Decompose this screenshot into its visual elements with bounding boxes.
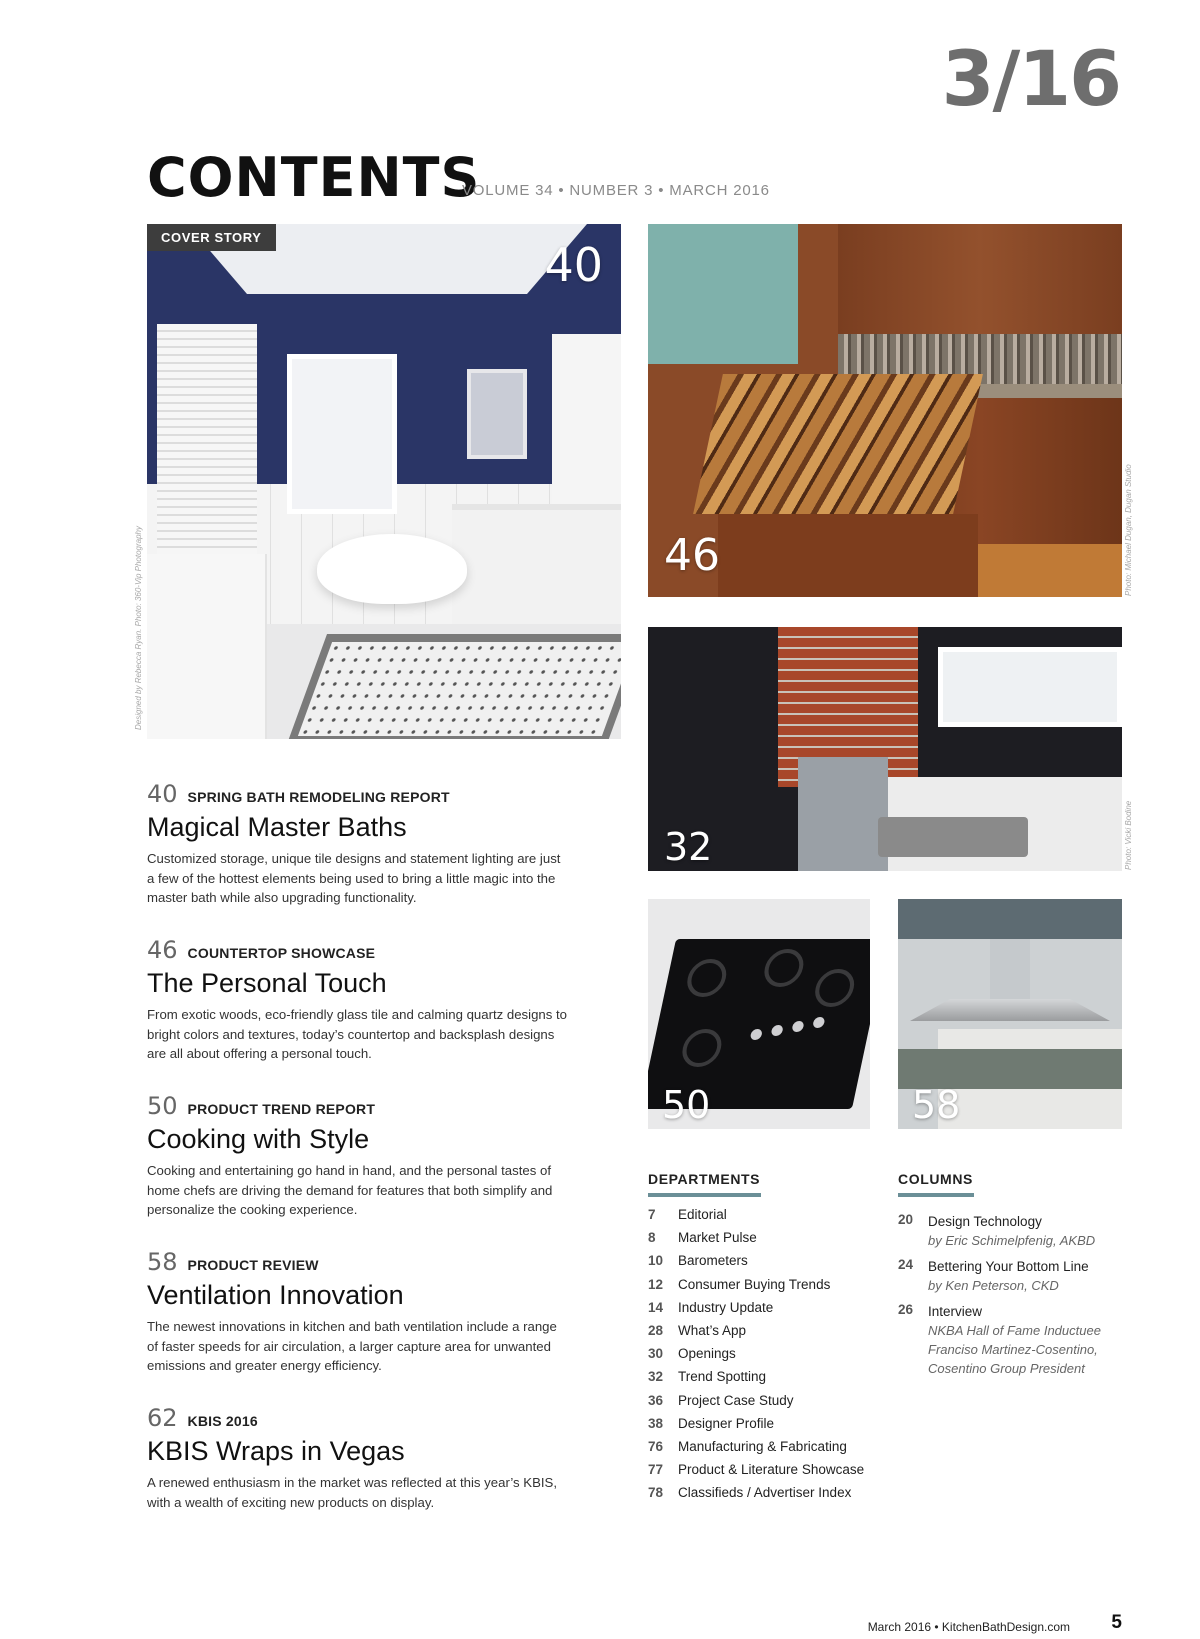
- column-byline: Cosentino Group President: [928, 1361, 1085, 1376]
- photo-detail: [898, 899, 1122, 939]
- article-title[interactable]: Magical Master Baths: [147, 812, 407, 842]
- photo-detail: [452, 504, 621, 634]
- article-description: Customized storage, unique tile designs and statement lighting are just a few of the hottest elements being used to bring a little magic into the master bath while also upgrading functionality.: [147, 851, 561, 905]
- photo-detail: [978, 544, 1122, 597]
- photo-detail: [812, 1017, 825, 1028]
- photo-credit: Photo: Vicki Bodine: [1124, 800, 1133, 870]
- cover-photo[interactable]: [147, 224, 621, 739]
- department-label: What’s App: [678, 1322, 747, 1338]
- department-label: Barometers: [678, 1253, 748, 1269]
- photo-detail: [798, 757, 888, 871]
- article-head: [147, 936, 567, 964]
- column-byline: by Ken Peterson, CKD: [928, 1278, 1059, 1293]
- hood-photo-58[interactable]: [898, 899, 1122, 1129]
- photo-detail: [287, 354, 397, 514]
- article-page-number: 46: [147, 936, 178, 964]
- column-text: [928, 1302, 1101, 1378]
- department-item[interactable]: [648, 1300, 864, 1323]
- column-text: [928, 1257, 1089, 1295]
- photo-detail: [791, 1021, 804, 1032]
- department-item[interactable]: [648, 1416, 864, 1439]
- department-label: Consumer Buying Trends: [678, 1276, 831, 1292]
- department-label: Industry Update: [678, 1299, 774, 1315]
- article-title[interactable]: Ventilation Innovation: [147, 1280, 404, 1310]
- photo-detail: [679, 1029, 725, 1067]
- article-page-number: 40: [147, 780, 178, 808]
- department-page-number: 38: [648, 1415, 664, 1431]
- article-head: [147, 1092, 567, 1120]
- photo-detail: [552, 334, 621, 514]
- photo-detail: [910, 999, 1110, 1021]
- photo-page-number: 32: [664, 825, 713, 869]
- kitchen-photo-46[interactable]: [648, 224, 1122, 597]
- photo-detail: [718, 514, 978, 597]
- article-title[interactable]: The Personal Touch: [147, 968, 387, 998]
- photo-detail: [761, 949, 807, 987]
- photo-detail: [317, 534, 467, 604]
- photo-credit: Designed by Rebecca Ryan. Photo: 360-Vip Photography: [134, 526, 143, 730]
- page-number: 5: [1111, 1612, 1122, 1633]
- department-item[interactable]: [648, 1253, 864, 1276]
- footer-text: March 2016 • KitchenBathDesign.com: [867, 1620, 1070, 1634]
- article-kicker: PRODUCT TREND REPORT: [187, 1101, 376, 1117]
- column-item[interactable]: [898, 1257, 1101, 1295]
- department-page-number: 77: [648, 1462, 664, 1478]
- department-page-number: 36: [648, 1392, 664, 1408]
- department-item[interactable]: [648, 1323, 864, 1346]
- department-page-number: 14: [648, 1299, 664, 1315]
- photo-credit: Photo: Michael Dugan, Dugan Studio: [1124, 464, 1133, 596]
- department-item[interactable]: [648, 1346, 864, 1369]
- article-title[interactable]: Cooking with Style: [147, 1124, 370, 1154]
- photo-detail: [750, 1029, 763, 1040]
- volume-line: VOLUME 34 • NUMBER 3 • MARCH 2016: [462, 182, 770, 199]
- department-label: Designer Profile: [678, 1415, 775, 1431]
- column-item[interactable]: [898, 1212, 1101, 1250]
- column-title: Design Technology: [928, 1214, 1042, 1229]
- department-page-number: 28: [648, 1322, 664, 1338]
- article-entry[interactable]: [147, 1092, 567, 1220]
- department-page-number: 32: [648, 1369, 664, 1385]
- article-kicker: SPRING BATH REMODELING REPORT: [187, 789, 450, 805]
- article-head: [147, 780, 567, 808]
- article-page-number: 50: [147, 1092, 178, 1120]
- photo-detail: [878, 817, 1028, 857]
- department-label: Market Pulse: [678, 1230, 757, 1246]
- department-item[interactable]: [648, 1439, 864, 1462]
- department-label: Manufacturing & Fabricating: [678, 1438, 847, 1454]
- section-rule: [898, 1193, 974, 1197]
- article-entry[interactable]: [147, 1404, 567, 1512]
- department-page-number: 12: [648, 1276, 664, 1292]
- columns-list: [898, 1212, 1101, 1385]
- photo-page-number: 40: [544, 238, 603, 292]
- article-kicker: COUNTERTOP SHOWCASE: [187, 945, 376, 961]
- article-entry[interactable]: [147, 936, 567, 1064]
- cover-story-badge: COVER STORY: [147, 224, 276, 251]
- column-page-number: 24: [898, 1257, 914, 1272]
- article-entry[interactable]: [147, 780, 567, 908]
- department-item[interactable]: [648, 1369, 864, 1392]
- photo-page-number: 58: [912, 1083, 961, 1127]
- photo-detail: [990, 939, 1030, 999]
- cooktop-photo-50[interactable]: [648, 899, 870, 1129]
- department-label: Editorial: [678, 1207, 727, 1222]
- photo-detail: [938, 647, 1122, 727]
- department-page-number: 7: [648, 1207, 656, 1222]
- department-page-number: 76: [648, 1438, 664, 1454]
- column-page-number: 26: [898, 1302, 914, 1317]
- department-label: Trend Spotting: [678, 1369, 767, 1385]
- article-description: The newest innovations in kitchen and bath ventilation include a range of faster speeds for air circulation, a larger capture area for unwanted emissions and greater energy efficiency.: [147, 1319, 557, 1373]
- photo-detail: [147, 554, 267, 739]
- article-entry[interactable]: [147, 1248, 567, 1376]
- page-title: CONTENTS: [147, 146, 481, 209]
- department-page-number: 30: [648, 1346, 664, 1362]
- departments-list: [648, 1207, 864, 1508]
- department-item[interactable]: [648, 1485, 864, 1508]
- department-item[interactable]: [648, 1207, 864, 1230]
- photo-detail: [648, 224, 798, 364]
- article-page-number: 62: [147, 1404, 178, 1432]
- column-title: Interview: [928, 1304, 983, 1319]
- department-item[interactable]: [648, 1393, 864, 1416]
- department-label: Openings: [678, 1346, 736, 1362]
- column-byline: NKBA Hall of Fame Inductuee: [928, 1323, 1101, 1338]
- article-kicker: PRODUCT REVIEW: [187, 1257, 319, 1273]
- photo-detail: [467, 369, 527, 459]
- department-label: Classifieds / Advertiser Index: [678, 1485, 852, 1501]
- article-head: [147, 1404, 567, 1432]
- section-rule: [648, 1193, 761, 1197]
- department-page-number: 8: [648, 1230, 656, 1246]
- photo-detail: [693, 374, 983, 514]
- kitchen-photo-32[interactable]: [648, 627, 1122, 871]
- department-label: Project Case Study: [678, 1392, 794, 1408]
- columns-heading: COLUMNS: [898, 1171, 973, 1187]
- article-title[interactable]: KBIS Wraps in Vegas: [147, 1436, 405, 1466]
- photo-page-number: 50: [662, 1083, 711, 1127]
- department-label: Product & Literature Showcase: [678, 1462, 865, 1478]
- department-page-number: 10: [648, 1253, 664, 1269]
- article-description: Cooking and entertaining go hand in hand, and the personal tastes of home chefs are driving the demand for features that both simplify and personalize the cooking experience.: [147, 1163, 553, 1217]
- issue-number: 3/16: [941, 34, 1120, 123]
- column-text: [928, 1212, 1095, 1250]
- departments-heading: DEPARTMENTS: [648, 1171, 761, 1187]
- photo-detail: [770, 1025, 783, 1036]
- article-description: From exotic woods, eco-friendly glass tile and calming quartz designs to bright colors and textures, today’s countertop and backsplash designs are all about offering a personal touch.: [147, 1007, 567, 1061]
- department-item[interactable]: [648, 1230, 864, 1253]
- photo-detail: [287, 634, 621, 739]
- photo-detail: [684, 959, 730, 997]
- article-kicker: KBIS 2016: [187, 1413, 258, 1429]
- photo-page-number: 46: [664, 530, 720, 581]
- column-page-number: 20: [898, 1212, 914, 1227]
- column-byline: Franciso Martinez-Cosentino,: [928, 1342, 1098, 1357]
- column-title: Bettering Your Bottom Line: [928, 1259, 1089, 1274]
- department-item[interactable]: [648, 1277, 864, 1300]
- department-item[interactable]: [648, 1462, 864, 1485]
- department-page-number: 78: [648, 1485, 664, 1501]
- article-head: [147, 1248, 567, 1276]
- column-item[interactable]: [898, 1302, 1101, 1378]
- photo-detail: [812, 969, 858, 1007]
- photo-detail: [838, 224, 1122, 334]
- column-byline: by Eric Schimelpfenig, AKBD: [928, 1233, 1096, 1248]
- article-page-number: 58: [147, 1248, 178, 1276]
- article-description: A renewed enthusiasm in the market was reflected at this year’s KBIS, with a wealth of exciting new products on display.: [147, 1475, 557, 1510]
